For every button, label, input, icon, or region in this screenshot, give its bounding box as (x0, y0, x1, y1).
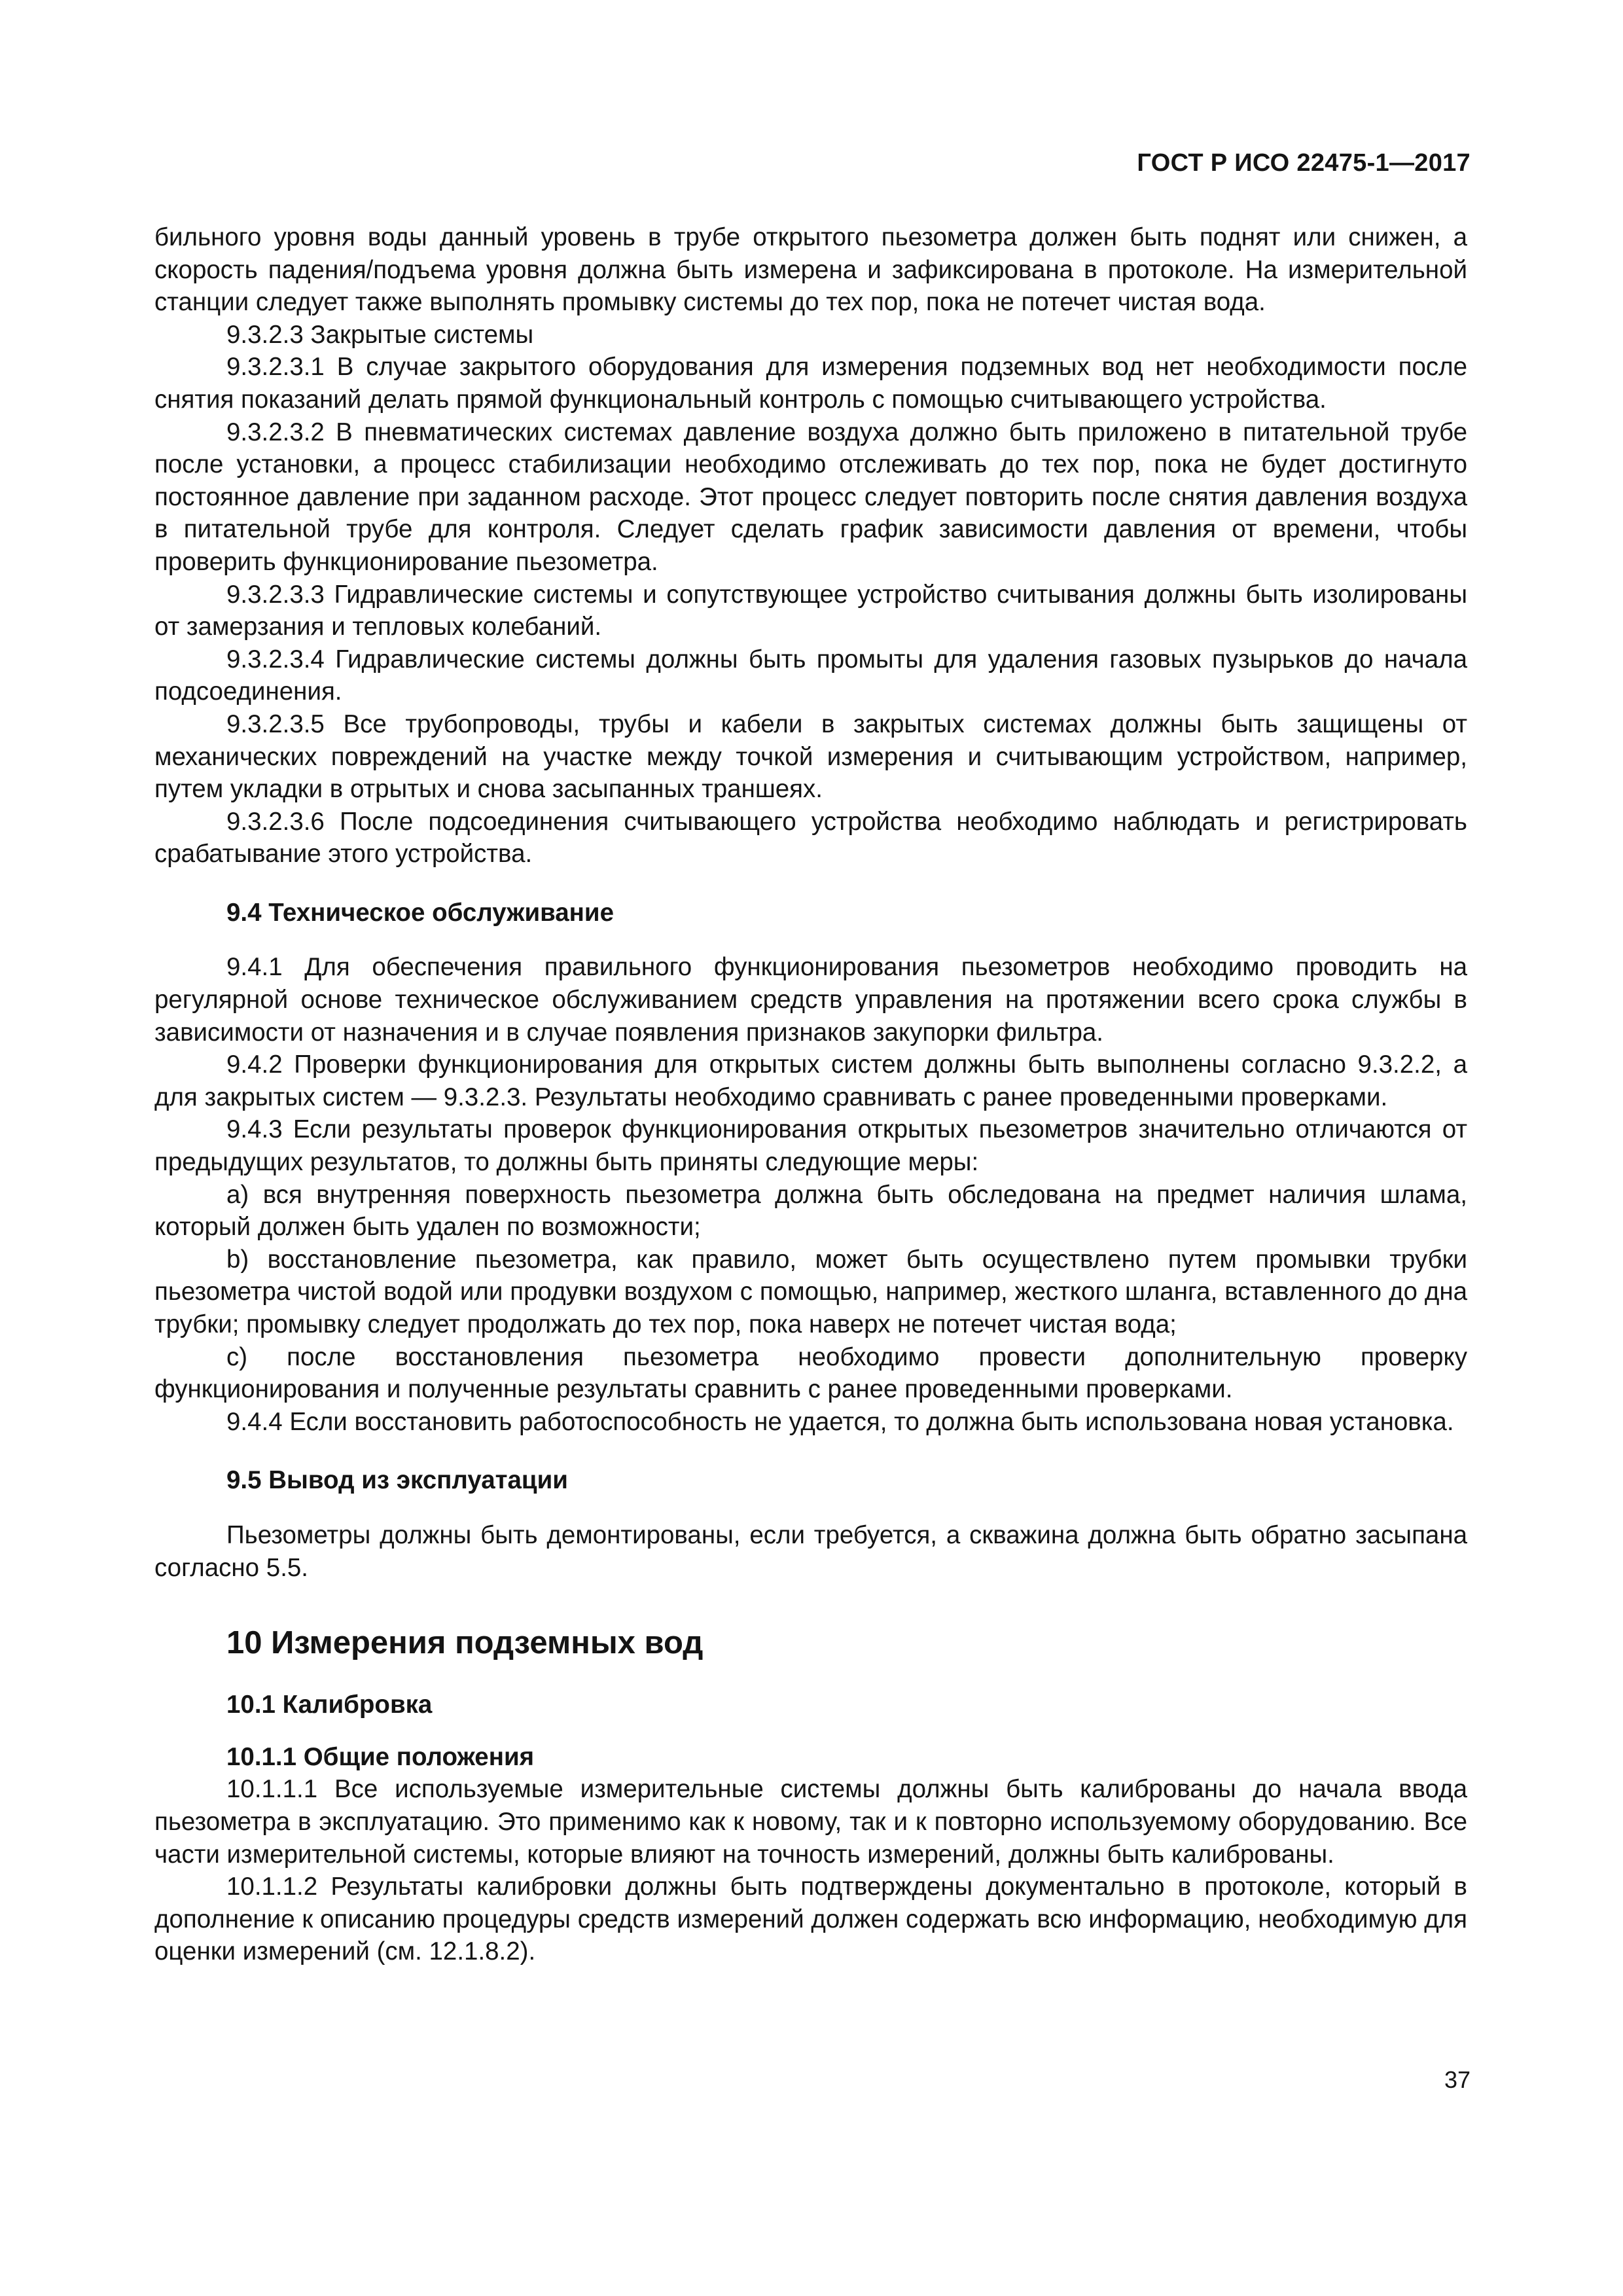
paragraph-9-3-2-3-3: 9.3.2.3.3 Гидравлические системы и сопутствующее устройство считывания должны быть изолированы от замерзания и тепловых колебаний. (154, 580, 1467, 641)
page-number: 37 (1444, 2066, 1471, 2093)
paragraph-9-4-3: 9.4.3 Если результаты проверок функционирования открытых пьезометров значительно отличаются от предыдущих результатов, то должны быть приняты следующие меры: (154, 1115, 1467, 1177)
paragraph-continuation: бильного уровня воды данный уровень в трубе открытого пьезометра должен быть поднят или снижен, а скорость падения/подъема уровня должна быть измерена и зафиксирована в протоколе. На измерительной станции следует также выполнять промывку системы до тех пор, пока не потечет чистая вода. (154, 223, 1467, 317)
paragraph-10-1-1-2: 10.1.1.2 Результаты калибровки должны быть подтверждены документально в протоколе, который в дополнение к описанию процедуры средств измерений должен содержать всю информацию, необходимую для оценки измерений (см. 12.1.8.2). (154, 1873, 1467, 1966)
page-body (154, 221, 1467, 1968)
section-heading-9-4: 9.4 Техническое обслуживание (226, 898, 615, 927)
paragraph-9-4-4: 9.4.4 Если восстановить работоспособность не удается, то должна быть использована новая установка. (226, 1407, 1454, 1436)
paragraph-9-3-2-3-2: 9.3.2.3.2 В пневматических системах давление воздуха должно быть приложено в питательной трубе после установки, а процесс стабилизации необходимо отслеживать до тех пор, пока не будет достигнуто постоянное давление при заданном расходе. Этот процесс следует повторить после снятия давления воздуха в питательной трубе для контроля. Следует сделать график зависимости давления от времени, чтобы проверить функционирование пьезометра. (154, 418, 1467, 576)
paragraph-9-3-2-3-4: 9.3.2.3.4 Гидравлические системы должны быть промыты для удаления газовых пузырьков до начала подсоединения. (154, 645, 1467, 706)
chapter-heading-10: 10 Измерения подземных вод (226, 1625, 704, 1661)
section-heading-10-1: 10.1 Калибровка (226, 1691, 433, 1719)
paragraph-9-3-2-3-5: 9.3.2.3.5 Все трубопроводы, трубы и кабели в закрытых системах должны быть защищены от механических повреждений на участке между точкой измерения и считывающим устройством, например, путем укладки в отрытых и снова засыпанных траншеях. (154, 709, 1467, 804)
paragraph-9-4-2: 9.4.2 Проверки функционирования для открытых систем должны быть выполнены согласно 9.3.2.2, а для закрытых систем — 9.3.2.3. Результаты необходимо сравнивать с ранее проведенными проверками. (154, 1050, 1467, 1111)
paragraph-9-3-2-3-1: 9.3.2.3.1 В случае закрытого оборудования для измерения подземных вод нет необходимости после снятия показаний делать прямой функциональный контроль с помощью считывающего устройства. (154, 353, 1467, 414)
document-number-header: ГОСТ Р ИСО 22475-1—2017 (1137, 149, 1471, 177)
subsection-heading-10-1-1: 10.1.1 Общие положения (226, 1742, 535, 1771)
list-item-c: c) после восстановления пьезометра необходимо провести дополнительную проверку функционирования и полученные результаты сравнить с ранее проведенными проверками. (154, 1342, 1467, 1404)
paragraph-9-4-1: 9.4.1 Для обеспечения правильного функционирования пьезометров необходимо проводить на регулярной основе техническое обслуживанием средств управления на протяжении всего срока службы в зависимости от назначения и в случае появления признаков закупорки фильтра. (154, 953, 1467, 1047)
paragraph-9-5: Пьезометры должны быть демонтированы, если требуется, а скважина должна быть обратно засыпана согласно 5.5. (154, 1520, 1467, 1582)
list-item-b: b) восстановление пьезометра, как правило, может быть осуществлено путем промывки трубки пьезометра чистой водой или продувки воздухом с помощью, например, жесткого шланга, вставленного до дна трубки; промывку следует продолжать до тех пор, пока наверх не потечет чистая вода; (154, 1245, 1467, 1338)
paragraph-10-1-1-1: 10.1.1.1 Все используемые измерительные системы должны быть калиброваны до начала ввода пьезометра в эксплуатацию. Это применимо как к новому, так и к повторно используемому оборудованию. Все части измерительной системы, которые влияют на точность измерений, должны быть калиброваны. (154, 1775, 1467, 1869)
list-item-a: a) вся внутренняя поверхность пьезометра должна быть обследована на предмет наличия шлама, который должен быть удален по возможности; (154, 1180, 1467, 1242)
paragraph-9-3-2-3-6: 9.3.2.3.6 После подсоединения считывающего устройства необходимо наблюдать и регистрировать срабатывание этого устройства. (154, 807, 1467, 869)
paragraph-9-3-2-3: 9.3.2.3 Закрытые системы (226, 320, 534, 349)
section-heading-9-5: 9.5 Вывод из эксплуатации (226, 1466, 568, 1495)
